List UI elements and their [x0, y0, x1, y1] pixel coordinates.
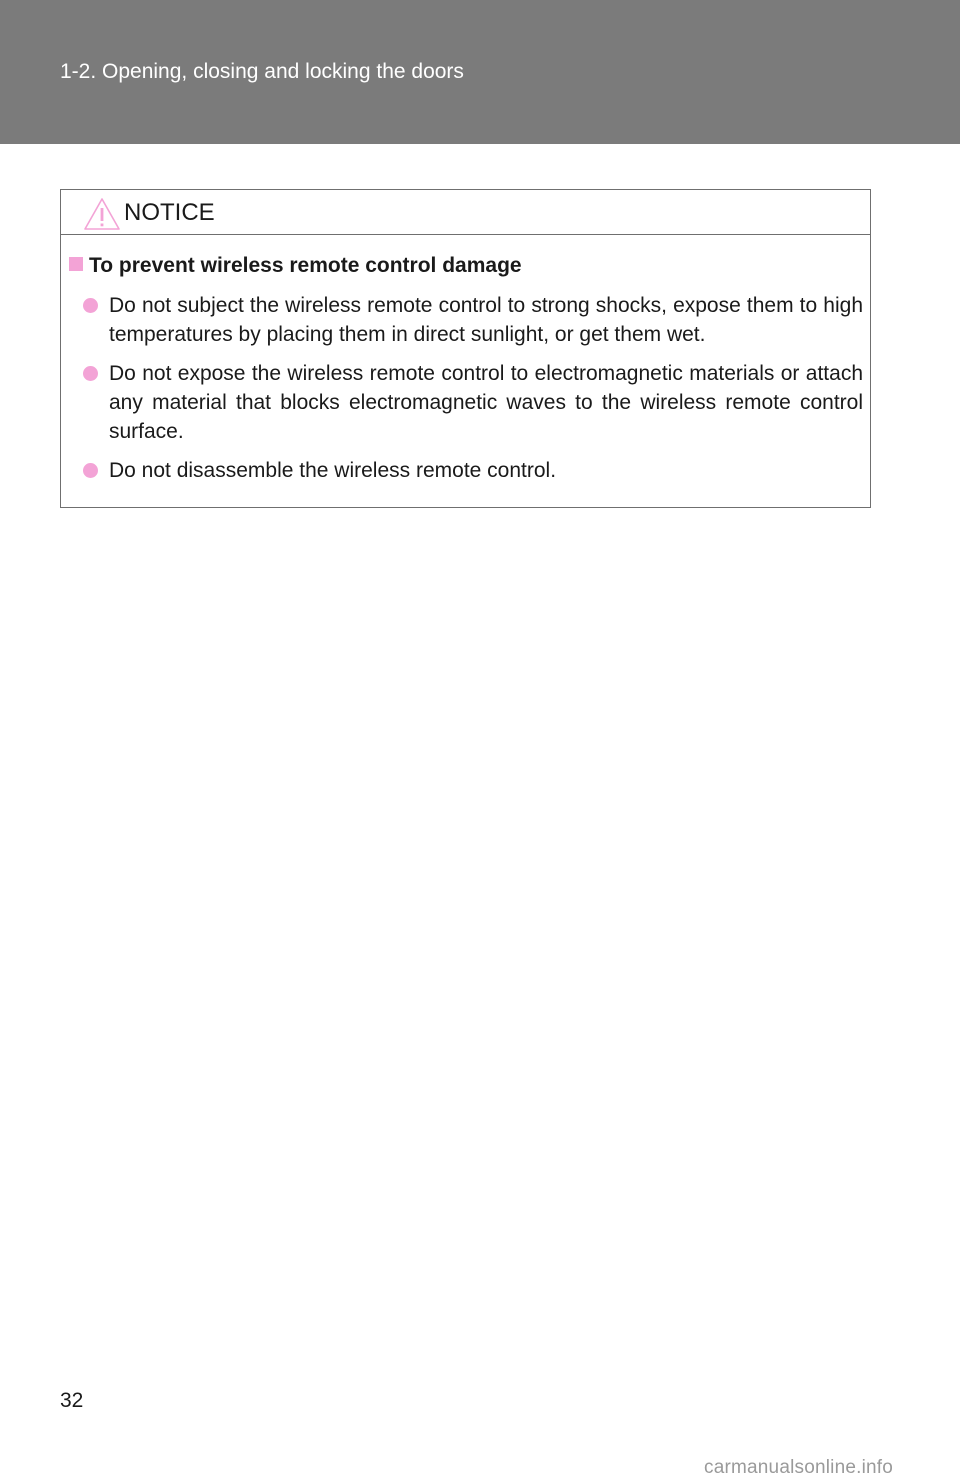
list-item-text: Do not disassemble the wireless remote control.: [109, 459, 557, 482]
square-bullet-icon: [69, 257, 83, 271]
notice-header: [61, 190, 870, 235]
page-header: [0, 0, 960, 144]
page-number: 32: [60, 1389, 84, 1412]
notice-label: NOTICE: [124, 199, 215, 226]
list-item: [83, 359, 863, 446]
watermark: carmanualsonline.info: [704, 1457, 894, 1478]
notice-section-title: To prevent wireless remote control damage: [89, 254, 522, 277]
round-bullet-icon: [83, 298, 98, 313]
notice-box: [60, 189, 871, 508]
list-item-text: Do not expose the wireless remote control to electromagnetic materials or attach any material that blocks electromagnetic waves to the wireless remote control surface.: [109, 362, 863, 443]
section-title: 1-2. Opening, closing and locking the doors: [60, 60, 464, 83]
list-item: [83, 291, 863, 349]
notice-section-heading: [69, 254, 522, 278]
warning-triangle-icon: [83, 197, 121, 231]
list-item: [83, 456, 863, 485]
list-item-text: Do not subject the wireless remote control to strong shocks, expose them to high temperatures by placing them in direct sunlight, or get them wet.: [109, 294, 863, 346]
round-bullet-icon: [83, 463, 98, 478]
round-bullet-icon: [83, 366, 98, 381]
